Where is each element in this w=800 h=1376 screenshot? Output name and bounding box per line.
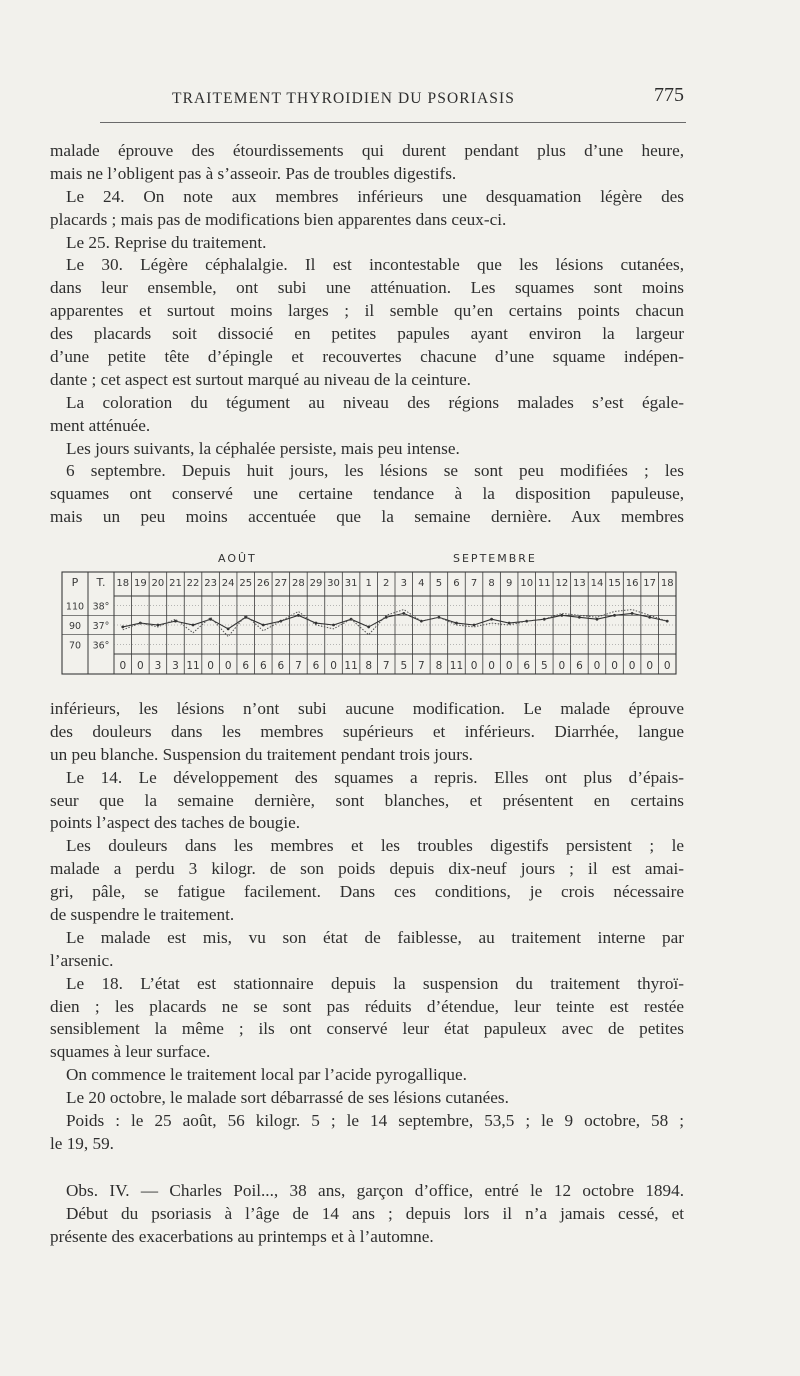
- text-line: Le malade est mis, vu son état de faiblesse, au traitement interne par: [66, 927, 684, 947]
- text-line: squames à leur surface.: [50, 1042, 211, 1062]
- bottom-value: 6: [523, 660, 531, 672]
- temperature-point: [578, 616, 581, 619]
- text-line: un peu blanche. Suspension du traitement pendant trois jours.: [50, 744, 473, 764]
- text-line: mais un peu moins accentuée que la semaine dernière. Aux membres: [50, 507, 684, 527]
- bottom-value: 6: [576, 660, 583, 672]
- text-line: Les jours suivants, la céphalée persiste, mais peu intense.: [66, 438, 460, 458]
- day-label: 29: [309, 578, 323, 589]
- temperature-point: [455, 622, 458, 625]
- day-label: 3: [400, 578, 407, 589]
- text-line: La coloration du tégument au niveau des régions malades s’est égale-: [66, 392, 684, 412]
- bottom-value: 6: [312, 660, 320, 672]
- day-label: 7: [470, 578, 478, 589]
- temp-scale-label: 38°: [92, 601, 110, 613]
- bottom-value: 7: [418, 660, 425, 672]
- temperature-point: [508, 622, 511, 625]
- text-line: squames ont conservé une certaine tendance à la disposition papuleuse,: [50, 484, 684, 504]
- temp-scale-label: 37°: [92, 621, 110, 632]
- bottom-value: 0: [593, 660, 601, 672]
- day-label: 25: [239, 578, 253, 589]
- temperature-point: [192, 624, 195, 627]
- day-label: 11: [537, 578, 551, 589]
- day-label: 12: [555, 578, 569, 589]
- text-line: placards ; mais pas de modifications bien apparentes dans ceux-ci.: [50, 209, 507, 229]
- text-line: des placards soit dissocié en petites papules ayant environ la largeur: [50, 324, 684, 344]
- temp-scale-label: 36°: [92, 640, 110, 652]
- text-line: Poids : le 25 août, 56 kilogr. 5 ; le 14 septembre, 53,5 ; le 9 octobre, 58 ;: [66, 1111, 684, 1131]
- day-label: 8: [488, 578, 495, 589]
- text-line: présente des exacerbations au printemps et à l’automne.: [50, 1226, 434, 1246]
- header-p: P: [71, 576, 79, 589]
- text-line: le 19, 59.: [50, 1133, 114, 1153]
- text-line: malade éprouve des étourdissements qui durent pendant plus d’une heure,: [50, 141, 684, 160]
- day-label: 17: [643, 578, 657, 589]
- temperature-point: [596, 618, 599, 621]
- bottom-value: 5: [540, 660, 548, 672]
- day-label: 21: [169, 578, 182, 589]
- paragraph-block-top: [50, 140, 684, 529]
- bottom-value: 0: [224, 660, 232, 672]
- text-line: dante ; cet aspect est surtout marqué au niveau de la ceinture.: [50, 369, 471, 389]
- temperature-point: [402, 612, 405, 615]
- day-label: 19: [133, 578, 147, 589]
- day-label: 13: [573, 578, 586, 589]
- temperature-point: [121, 626, 124, 629]
- day-label: 4: [418, 578, 425, 589]
- day-label: 24: [221, 578, 235, 589]
- pulse-scale-label: 90: [68, 621, 82, 632]
- bottom-value: 0: [663, 660, 671, 672]
- day-label: 20: [151, 578, 165, 589]
- bottom-value: 0: [207, 660, 214, 672]
- bottom-value: 11: [186, 660, 200, 672]
- text-line: seur que la semaine dernière, sont blanches, et présentent en certains: [50, 790, 684, 810]
- bottom-value: 5: [400, 660, 408, 672]
- temperature-point: [367, 626, 370, 629]
- bottom-value: 7: [382, 660, 390, 672]
- temperature-point: [490, 618, 493, 621]
- day-label: 16: [625, 578, 639, 589]
- bottom-value: 3: [154, 660, 162, 672]
- bottom-value: 0: [470, 660, 478, 672]
- text-line: Début du psoriasis à l’âge de 14 ans ; depuis lors il n’a jamais cessé, et: [66, 1203, 684, 1223]
- bottom-value: 0: [558, 660, 566, 672]
- temperature-point: [631, 612, 634, 615]
- month-label-septembre: SEPTEMBRE: [453, 552, 537, 565]
- bottom-value: 8: [435, 660, 443, 672]
- text-line: Le 20 octobre, le malade sort débarrassé de ses lésions cutanées.: [66, 1088, 509, 1108]
- text-line: d’une petite tête d’épingle et recouvertes chacune d’une squame indépen-: [50, 347, 684, 367]
- text-line: mais ne l’obligent pas à s’asseoir. Pas de troubles digestifs.: [50, 163, 457, 183]
- text-line: de suspendre le traitement.: [50, 905, 235, 925]
- text-line: Les douleurs dans les membres et les troubles digestifs persistent ; le: [66, 836, 684, 856]
- text-line: Le 18. L’état est stationnaire depuis la suspension du traitement thyroï-: [66, 973, 684, 993]
- bottom-value: 11: [449, 660, 464, 672]
- day-label: 2: [383, 578, 390, 589]
- text-line: malade a perdu 3 kilogr. de son poids depuis dix-neuf jours ; il est amai-: [50, 859, 684, 879]
- header-rule: [100, 122, 686, 123]
- chart-grid: [60, 552, 680, 676]
- temperature-point: [473, 624, 476, 627]
- text-line: gri, pâle, se fatigue facilement. Dans ces conditions, je crois nécessaire: [50, 882, 684, 902]
- bottom-value: 0: [505, 660, 513, 672]
- bottom-value: 6: [277, 660, 285, 672]
- day-label: 23: [204, 578, 217, 589]
- bottom-value: 0: [137, 660, 144, 672]
- day-label: 18: [116, 578, 130, 589]
- bottom-value: 0: [611, 660, 618, 672]
- text-line: dien ; les placards ne se sont pas réduits d’étendue, leur teinte est restée: [50, 996, 684, 1016]
- text-line: apparentes et surtout moins larges ; il semble qu’en certains points chacun: [50, 301, 684, 321]
- day-label: 18: [660, 578, 674, 589]
- day-label: 10: [520, 578, 534, 589]
- temperature-point: [262, 624, 265, 627]
- bottom-value: 0: [628, 660, 636, 672]
- text-line: Le 14. Le développement des squames a repris. Elles ont plus d’épais-: [66, 767, 684, 787]
- day-label: 31: [344, 578, 358, 589]
- temperature-chart: [60, 552, 680, 676]
- bottom-value: 0: [646, 660, 653, 672]
- month-label-aout: AOÛT: [218, 552, 257, 565]
- day-label: 6: [453, 578, 460, 589]
- bottom-value: 0: [330, 660, 337, 672]
- text-line: ment atténuée.: [50, 415, 151, 435]
- day-label: 30: [327, 578, 340, 589]
- paragraph-block-observation: [50, 1180, 684, 1249]
- page-number: 775: [654, 84, 684, 106]
- bottom-value: 6: [259, 660, 267, 672]
- text-line: Le 25. Reprise du traitement.: [66, 232, 267, 252]
- temperature-point: [315, 622, 318, 625]
- temperature-point: [297, 614, 300, 617]
- bottom-value: 0: [119, 660, 127, 672]
- bottom-value: 8: [365, 660, 372, 672]
- page-header: [50, 84, 684, 114]
- text-line: Le 30. Légère céphalalgie. Il est incontestable que les lésions cutanées,: [66, 255, 684, 275]
- day-label: 26: [256, 578, 270, 589]
- temperature-point: [157, 624, 160, 627]
- temperature-point: [227, 627, 230, 630]
- bottom-value: 0: [488, 660, 495, 672]
- text-line: On commence le traitement local par l’acide pyrogallique.: [66, 1065, 467, 1085]
- text-line: Le 24. On note aux membres inférieurs une desquamation légère des: [66, 186, 684, 206]
- paragraph-block-middle: [50, 698, 684, 1156]
- text-line: points l’aspect des taches de bougie.: [50, 813, 301, 833]
- day-label: 22: [186, 578, 200, 589]
- day-label: 14: [590, 578, 604, 589]
- bottom-value: 3: [172, 660, 179, 672]
- text-line: 6 septembre. Depuis huit jours, les lésions se sont peu modifiées ; les: [66, 461, 684, 481]
- text-line: Obs. IV. — Charles Poil..., 38 ans, garçon d’office, entré le 12 octobre 1894.: [66, 1181, 684, 1200]
- running-title: TRAITEMENT THYROIDIEN DU PSORIASIS: [172, 90, 515, 107]
- bottom-value: 11: [344, 660, 358, 672]
- pulse-scale-label: 70: [68, 640, 82, 652]
- day-label: 9: [505, 578, 513, 589]
- header-t: T.: [96, 576, 106, 589]
- text-line: dans leur ensemble, ont subi une atténuation. Les squames sont moins: [50, 278, 684, 298]
- day-label: 1: [365, 578, 372, 589]
- pulse-scale-label: 110: [65, 601, 85, 613]
- temperature-point: [648, 616, 651, 619]
- temperature-point: [613, 614, 616, 617]
- text-line: inférieurs, les lésions n’ont subi aucune modification. Le malade éprouve: [50, 699, 684, 718]
- temperature-point: [332, 624, 335, 627]
- text-line: des douleurs dans les membres supérieurs et inférieurs. Diarrhée, langue: [50, 721, 684, 741]
- text-line: sensiblement la même ; ils ont conservé leur état papuleux avec de petites: [50, 1019, 684, 1039]
- day-label: 28: [292, 578, 305, 589]
- text-line: l’arsenic.: [50, 950, 114, 970]
- day-label: 15: [608, 578, 621, 589]
- day-label: 5: [435, 578, 443, 589]
- temperature-point: [560, 614, 563, 617]
- day-label: 27: [274, 578, 288, 589]
- bottom-value: 6: [242, 660, 250, 672]
- bottom-value: 7: [295, 660, 302, 672]
